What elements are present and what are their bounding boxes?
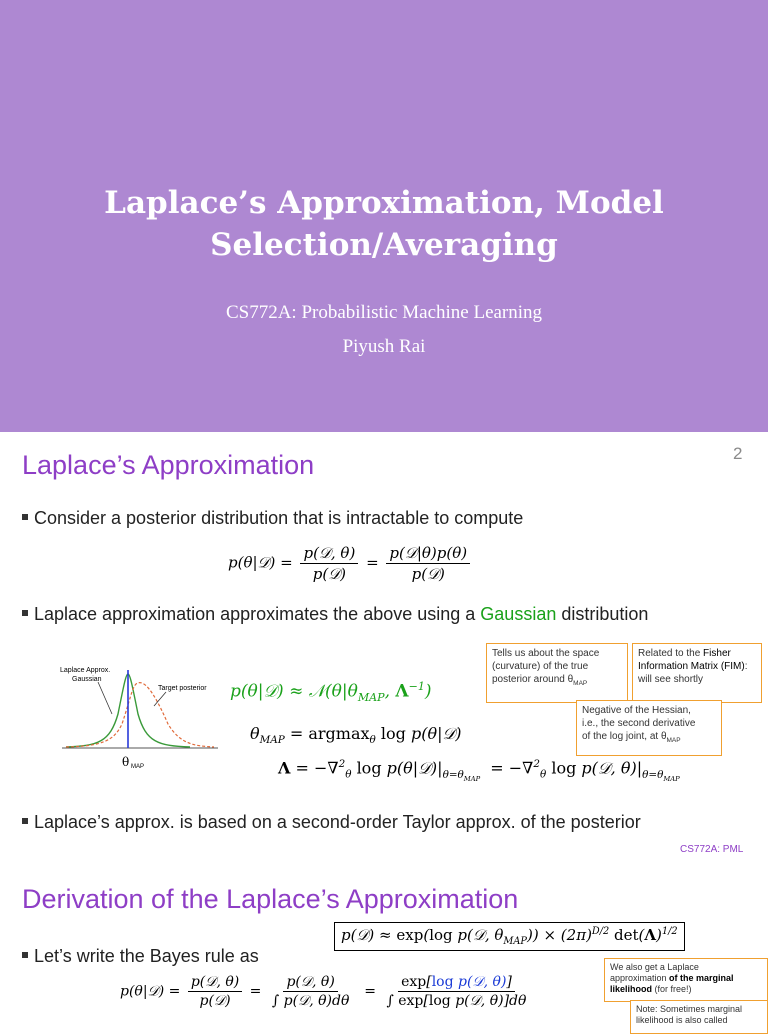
callout-note-marginal: Note: Sometimes marginal likelihood is also called [630,1000,768,1034]
equation-bayes-rule-expanded: p(θ|𝒟) = $\frac{\text{p(𝒟, θ)}}{\text{p(𝒟)}}$ = $\frac{\text{p(𝒟, θ)}}{\text{∫ p(𝒟, θ)dθ}}$ = $\frac{\text{exp[log p(𝒟, θ)]}}{\text{∫ exp[log p(𝒟, θ)]dθ}}$ [120,974,527,1009]
laplace-label: Laplace Approx. [60,667,111,674]
callout-marginal-likelihood: We also get a Laplace approximation of the marginal likelihood (for free!) [604,958,768,1002]
equation-gaussian-approx: p(θ|𝒟) ≈ $𝒩(\theta|\theta_{MAP}$, $\Lambda^{-1}$) [230,680,432,705]
map-subscript-label: MAP [131,764,145,770]
gaussian-highlight: Gaussian [480,604,557,624]
target-label: Target posterior [158,685,207,692]
bullet-square-icon [22,610,28,616]
main-title-line2: Selection/Averaging [210,227,558,263]
slide-derivation [0,866,768,1024]
main-title-line1: Laplace’s Approximation, Model [104,185,664,221]
bullet-taylor: Laplace’s approx. is based on a second-order Taylor approx. of the posterior [22,812,641,833]
main-title [40,182,728,266]
bullet-posterior: Consider a posterior distribution that is intractable to compute [22,508,523,529]
laplace-pointer-line [98,682,112,714]
callout-curvature: Tells us about the space (curvature) of the true posterior around $\theta_{MAP}$ [486,643,628,703]
laplace-plot [58,644,222,772]
bullet-gaussian: Laplace approximation approximates the above using a Gaussian distribution [22,604,648,625]
bullet-square-icon [22,952,28,958]
callout-fisher: Related to the Fisher Information Matrix (FIM): will see shortly [632,643,762,703]
equation-bayes-rule: p(θ|𝒟) = $\frac{\text{p(𝒟, θ)}}{\text{p(𝒟)}}$ = $\frac{\text{p(𝒟|θ)p(θ)}}{\text{p(𝒟)}}$ [228,544,473,583]
equation-marginal-likelihood: p(𝒟) ≈ exp(log p(𝒟, $\theta_{MAP})) \times (2\pi)^{D/2}$ $\det(\Lambda)^{1/2}$ [334,922,685,951]
title-slide [0,0,768,432]
equation-theta-map: $\theta_{MAP} = argmax_\theta$ log p(θ|𝒟) [250,724,462,747]
callout-hessian: Negative of the Hessian, i.e., the second derivative of the log joint, at $\theta_{MAP}$ [576,700,722,756]
theta-label: θ [122,755,130,769]
course-name: CS772A: Probabilistic Machine Learning [225,302,543,323]
page-number: 2 [733,444,743,463]
slide-footer: CS772A: PML [680,844,744,855]
bullet-square-icon [22,514,28,520]
author-name: Piyush Rai [342,336,426,357]
slide-laplace-approximation [0,432,768,866]
equation-lambda: Λ = −∇$^2_\theta$ $\log p(\theta|𝒟)|_{\theta=\theta_{MAP}} = -\nabla^2_\theta$ log p(𝒟, $\theta)|_{\theta=\theta_{MAP}}$ [278,758,680,783]
bullet-bayes-rule: Let’s write the Bayes rule as [22,946,259,967]
gaussian-label: Gaussian [72,676,102,683]
target-pointer-line [154,692,166,706]
slide-title: Derivation of the Laplace’s Approximation [22,884,519,914]
slide-title: Laplace’s Approximation [22,450,315,480]
bullet-square-icon [22,818,28,824]
target-posterior-curve [66,683,214,747]
